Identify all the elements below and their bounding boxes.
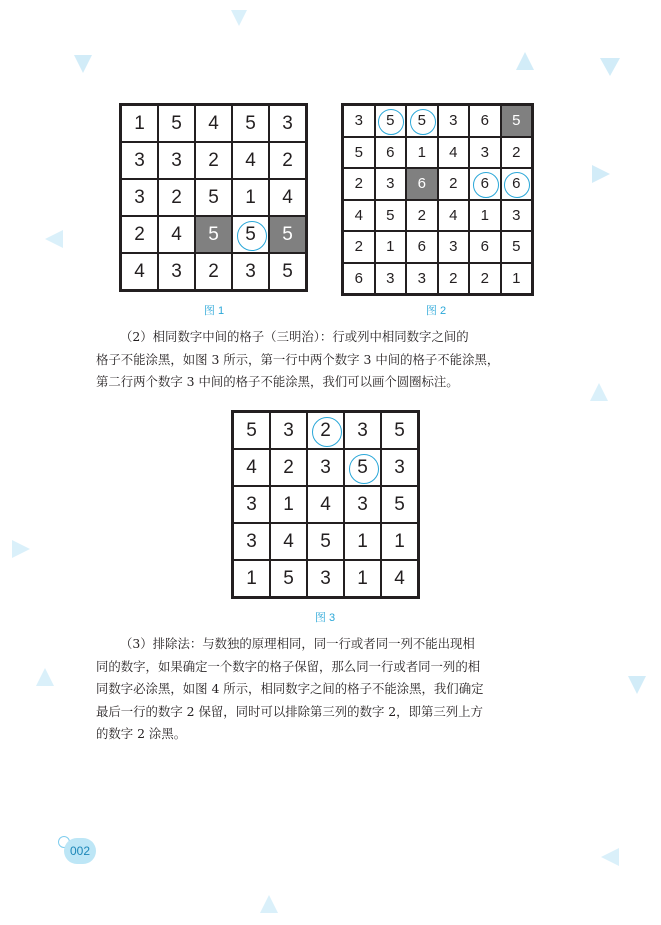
grid-cell — [158, 105, 195, 142]
cell-number: 6 — [512, 175, 521, 193]
cell-number: 5 — [512, 238, 521, 256]
cell-number: 5 — [282, 223, 293, 245]
grid-cell — [121, 179, 158, 216]
cell-number: 4 — [171, 223, 182, 245]
grid-cell — [469, 231, 501, 263]
grid-cell — [270, 486, 307, 523]
grid-cell — [158, 216, 195, 253]
grid-cell — [406, 200, 438, 232]
grid-cell-circled — [307, 412, 344, 449]
puzzle-grid-figure-1 — [119, 103, 308, 292]
decor-triangle — [36, 668, 54, 686]
cell-number: 5 — [417, 112, 426, 130]
cell-number: 1 — [394, 530, 405, 552]
cell-number: 6 — [417, 175, 426, 193]
decor-triangle — [600, 58, 620, 76]
grid-cell-circled — [344, 449, 381, 486]
cell-number: 2 — [480, 269, 489, 287]
paragraph-line: （3）排除法：与数独的原理相同，同一行或者同一列不能出现相 — [120, 636, 475, 651]
grid-cell — [375, 200, 407, 232]
cell-number: 5 — [512, 112, 521, 130]
cell-number: 5 — [386, 206, 395, 224]
paragraph-line: 同的数字，如果确定一个数字的格子保留，那么同一行或者同一列的相 — [96, 658, 481, 674]
grid-cell — [232, 253, 269, 290]
cell-number: 5 — [208, 223, 219, 245]
grid-cell — [343, 105, 375, 137]
grid-cell — [375, 231, 407, 263]
grid-cell — [158, 142, 195, 179]
grid-cell — [343, 231, 375, 263]
grid-cell — [343, 168, 375, 200]
cell-number: 5 — [246, 419, 257, 441]
cell-number: 2 — [282, 149, 293, 171]
grid-cell — [233, 560, 270, 597]
puzzle-grid-figure-2 — [341, 103, 534, 296]
grid-cell — [343, 137, 375, 169]
figure-1-caption: 图 1 — [203, 305, 225, 317]
grid-cell — [344, 523, 381, 560]
cell-number: 5 — [320, 530, 331, 552]
cell-number: 4 — [394, 567, 405, 589]
cell-number: 2 — [354, 175, 363, 193]
cell-number: 5 — [283, 567, 294, 589]
paragraph-line: 第二行两个数字 3 中间的格子不能涂黑，我们可以画个圆圈标注。 — [96, 374, 459, 389]
grid-cell — [270, 560, 307, 597]
cell-number: 6 — [480, 112, 489, 130]
cell-number: 1 — [357, 530, 368, 552]
grid-cell-shaded — [406, 168, 438, 200]
cell-number: 1 — [134, 112, 145, 134]
grid-cell — [270, 412, 307, 449]
cell-number: 2 — [171, 186, 182, 208]
cell-number: 2 — [354, 238, 363, 256]
paragraph-line: （2）相同数字中间的格子（三明治）：行或列中相同数字之间的 — [120, 329, 469, 344]
grid-cell — [343, 263, 375, 295]
grid-cell — [344, 560, 381, 597]
grid-cell-shaded — [501, 105, 533, 137]
grid-cell-shaded — [269, 216, 306, 253]
cell-number: 3 — [320, 456, 331, 478]
decor-triangle — [516, 52, 534, 70]
figure-3-caption: 图 3 — [314, 612, 336, 624]
cell-number: 3 — [246, 493, 257, 515]
paragraph-line: 同数字必涂黑，如图 4 所示，相同数字之间的格子不能涂黑，我们确定 — [96, 681, 484, 696]
grid-cell — [307, 449, 344, 486]
grid-cell — [343, 200, 375, 232]
grid-cell — [232, 105, 269, 142]
cell-number: 5 — [171, 112, 182, 134]
grid-cell — [438, 137, 470, 169]
decor-triangle — [231, 10, 247, 26]
grid-cell — [270, 449, 307, 486]
cell-number: 2 — [512, 143, 521, 161]
decor-triangle — [601, 848, 619, 866]
cell-number: 3 — [386, 175, 395, 193]
grid-cell — [381, 412, 418, 449]
cell-number: 3 — [449, 112, 458, 130]
grid-cell — [381, 560, 418, 597]
cell-number: 5 — [386, 112, 395, 130]
grid-cell — [195, 253, 232, 290]
grid-cell — [501, 263, 533, 295]
cell-number: 3 — [480, 143, 489, 161]
cell-number: 1 — [386, 238, 395, 256]
grid-cell — [232, 142, 269, 179]
grid-cell — [381, 523, 418, 560]
cell-number: 3 — [245, 260, 256, 282]
grid-cell — [438, 105, 470, 137]
cell-number: 1 — [245, 186, 256, 208]
grid-cell — [307, 486, 344, 523]
grid-cell — [195, 179, 232, 216]
cell-number: 3 — [171, 260, 182, 282]
cell-number: 2 — [134, 223, 145, 245]
cell-number: 2 — [283, 456, 294, 478]
grid-cell — [270, 523, 307, 560]
puzzle-grid-figure-3 — [231, 410, 420, 599]
cell-number: 5 — [282, 260, 293, 282]
grid-cell — [158, 179, 195, 216]
decor-triangle — [12, 540, 30, 558]
cell-number: 3 — [282, 112, 293, 134]
grid-cell — [121, 105, 158, 142]
grid-cell — [375, 137, 407, 169]
cell-number: 6 — [480, 175, 489, 193]
cell-number: 1 — [246, 567, 257, 589]
grid-cell — [469, 200, 501, 232]
cell-number: 1 — [512, 269, 521, 287]
grid-cell — [233, 449, 270, 486]
cell-number: 3 — [449, 238, 458, 256]
grid-cell — [469, 263, 501, 295]
grid-cell-circled — [469, 168, 501, 200]
grid-cell — [501, 231, 533, 263]
cell-number: 4 — [208, 112, 219, 134]
grid-cell — [269, 142, 306, 179]
cell-number: 4 — [246, 456, 257, 478]
cell-number: 2 — [417, 206, 426, 224]
grid-cell — [158, 253, 195, 290]
paragraph-line: 的数字 2 涂黑。 — [96, 726, 187, 741]
grid-cell — [232, 179, 269, 216]
decor-triangle — [628, 676, 646, 694]
grid-cell — [406, 137, 438, 169]
grid-cell — [438, 168, 470, 200]
paragraph-elimination-rule — [96, 633, 558, 746]
grid-cell-circled — [232, 216, 269, 253]
cell-number: 5 — [354, 143, 363, 161]
decor-triangle — [74, 55, 92, 73]
grid-cell — [406, 231, 438, 263]
cell-number: 5 — [245, 112, 256, 134]
cell-number: 4 — [354, 206, 363, 224]
grid-cell — [269, 253, 306, 290]
cell-number: 1 — [283, 493, 294, 515]
grid-cell — [269, 105, 306, 142]
grid-cell-circled — [406, 105, 438, 137]
grid-cell — [381, 486, 418, 523]
cell-number: 1 — [417, 143, 426, 161]
cell-number: 2 — [208, 260, 219, 282]
cell-number: 2 — [449, 269, 458, 287]
figure-2-caption: 图 2 — [425, 305, 447, 317]
grid-cell — [438, 263, 470, 295]
cell-number: 6 — [480, 238, 489, 256]
grid-cell — [501, 200, 533, 232]
grid-cell — [438, 200, 470, 232]
cell-number: 3 — [134, 186, 145, 208]
paragraph-line: 最后一行的数字 2 保留，同时可以排除第三列的数字 2，即第三列上方 — [96, 703, 483, 719]
cell-number: 3 — [357, 493, 368, 515]
cell-number: 4 — [283, 530, 294, 552]
cell-number: 2 — [208, 149, 219, 171]
cell-number: 3 — [283, 419, 294, 441]
decor-triangle — [590, 383, 608, 401]
cell-number: 1 — [357, 567, 368, 589]
cell-number: 4 — [320, 493, 331, 515]
grid-cell — [438, 231, 470, 263]
grid-cell-circled — [501, 168, 533, 200]
cell-number: 6 — [417, 238, 426, 256]
grid-cell — [375, 168, 407, 200]
grid-cell — [344, 412, 381, 449]
grid-cell — [501, 137, 533, 169]
grid-cell — [233, 486, 270, 523]
decor-triangle — [592, 165, 610, 183]
cell-number: 5 — [357, 456, 368, 478]
grid-cell — [195, 142, 232, 179]
grid-cell — [307, 523, 344, 560]
cell-number: 3 — [171, 149, 182, 171]
cell-number: 4 — [245, 149, 256, 171]
grid-cell — [121, 216, 158, 253]
cell-number: 3 — [417, 269, 426, 287]
grid-cell — [233, 412, 270, 449]
grid-cell — [195, 105, 232, 142]
decor-triangle — [45, 230, 63, 248]
cell-number: 3 — [386, 269, 395, 287]
grid-cell — [381, 449, 418, 486]
cell-number: 3 — [512, 206, 521, 224]
decor-triangle — [260, 895, 278, 913]
cell-number: 5 — [394, 493, 405, 515]
cell-number: 4 — [449, 143, 458, 161]
grid-cell-shaded — [195, 216, 232, 253]
grid-cell — [406, 263, 438, 295]
grid-cell — [121, 142, 158, 179]
paragraph-line: 格子不能涂黑，如图 3 所示，第一行中两个数字 3 中间的格子不能涂黑， — [96, 351, 500, 367]
cell-number: 3 — [354, 112, 363, 130]
grid-cell — [344, 486, 381, 523]
cell-number: 2 — [320, 419, 331, 441]
cell-number: 1 — [480, 206, 489, 224]
cell-number: 5 — [245, 223, 256, 245]
paragraph-sandwich-rule — [96, 326, 558, 394]
grid-cell — [469, 137, 501, 169]
cell-number: 3 — [246, 530, 257, 552]
cell-number: 2 — [449, 175, 458, 193]
cell-number: 5 — [208, 186, 219, 208]
cell-number: 6 — [386, 143, 395, 161]
grid-cell — [233, 523, 270, 560]
grid-cell — [375, 263, 407, 295]
cell-number: 5 — [394, 419, 405, 441]
cell-number: 6 — [354, 269, 363, 287]
cell-number: 3 — [134, 149, 145, 171]
grid-cell — [307, 560, 344, 597]
grid-cell — [469, 105, 501, 137]
cell-number: 3 — [394, 456, 405, 478]
cell-number: 4 — [449, 206, 458, 224]
cell-number: 3 — [357, 419, 368, 441]
grid-cell — [121, 253, 158, 290]
grid-cell — [269, 179, 306, 216]
cell-number: 4 — [282, 186, 293, 208]
cell-number: 3 — [320, 567, 331, 589]
cell-number: 4 — [134, 260, 145, 282]
page-number: 002 — [64, 838, 96, 864]
grid-cell-circled — [375, 105, 407, 137]
